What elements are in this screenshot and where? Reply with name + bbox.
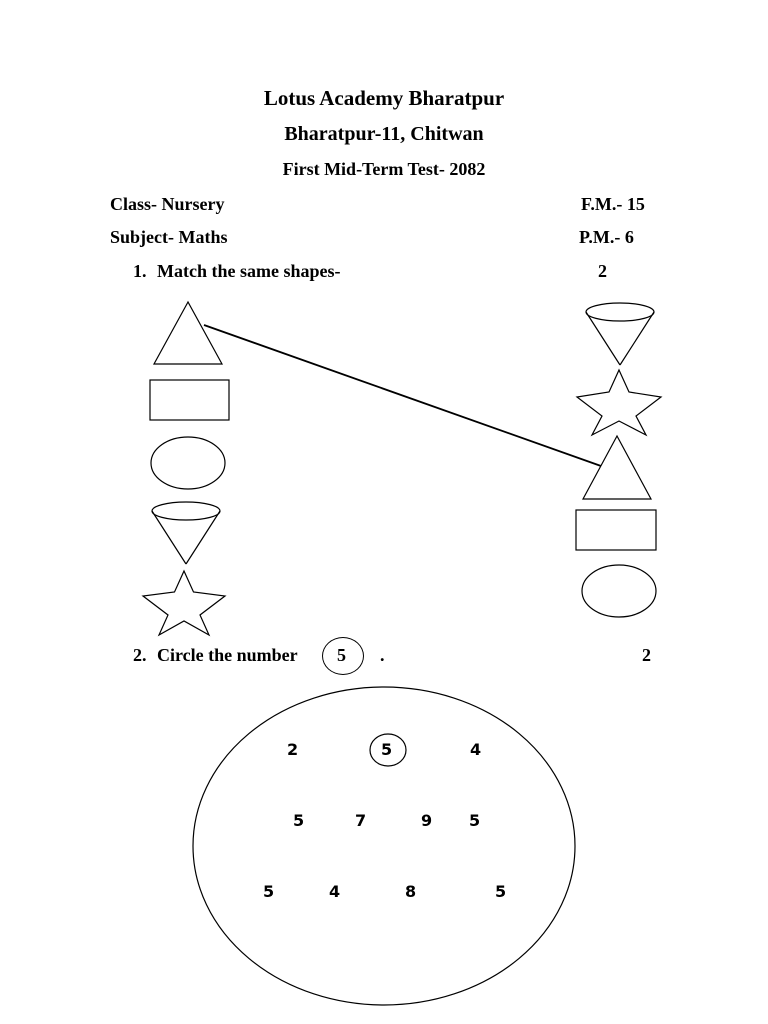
number-item[interactable]: 5 <box>469 811 481 830</box>
star-icon <box>143 571 225 635</box>
question-2-number: 2. <box>133 645 147 665</box>
number-item[interactable]: 2 <box>287 740 299 759</box>
target-number: 5 <box>337 645 346 665</box>
number-item[interactable]: 5 <box>495 882 507 901</box>
number-item[interactable]: 5 <box>293 811 305 830</box>
subject-label: Subject- Maths <box>110 227 228 247</box>
number-item[interactable]: 5 <box>263 882 275 901</box>
triangle-icon <box>583 436 651 499</box>
ellipse-icon <box>151 437 225 489</box>
star-icon <box>577 370 661 435</box>
rectangle-icon <box>576 510 656 550</box>
question-2-text: Circle the number <box>157 645 298 665</box>
cone-icon <box>152 502 220 564</box>
number-item[interactable]: 7 <box>355 811 367 830</box>
cone-icon <box>586 303 654 365</box>
number-item[interactable]: 4 <box>329 882 341 901</box>
school-address: Bharatpur-11, Chitwan <box>284 123 484 145</box>
full-marks: F.M.- 15 <box>581 194 645 214</box>
exam-title: First Mid-Term Test- 2082 <box>282 159 486 179</box>
number-item[interactable]: 4 <box>470 740 482 759</box>
pass-marks: P.M.- 6 <box>579 227 634 247</box>
question-1-marks: 2 <box>598 261 607 281</box>
ellipse-icon <box>582 565 656 617</box>
matching-line <box>204 325 601 466</box>
question-1-text: Match the same shapes- <box>157 261 341 281</box>
rectangle-icon <box>150 380 229 420</box>
number-item[interactable]: 9 <box>421 811 433 830</box>
question-2-marks: 2 <box>642 645 651 665</box>
number-item[interactable]: 8 <box>405 882 417 901</box>
number-item[interactable]: 5 <box>381 740 393 759</box>
class-label: Class- Nursery <box>110 194 225 214</box>
triangle-icon <box>154 302 222 364</box>
school-name: Lotus Academy Bharatpur <box>263 86 505 110</box>
question-2-period: . <box>380 645 385 665</box>
question-1-number: 1. <box>133 261 147 281</box>
